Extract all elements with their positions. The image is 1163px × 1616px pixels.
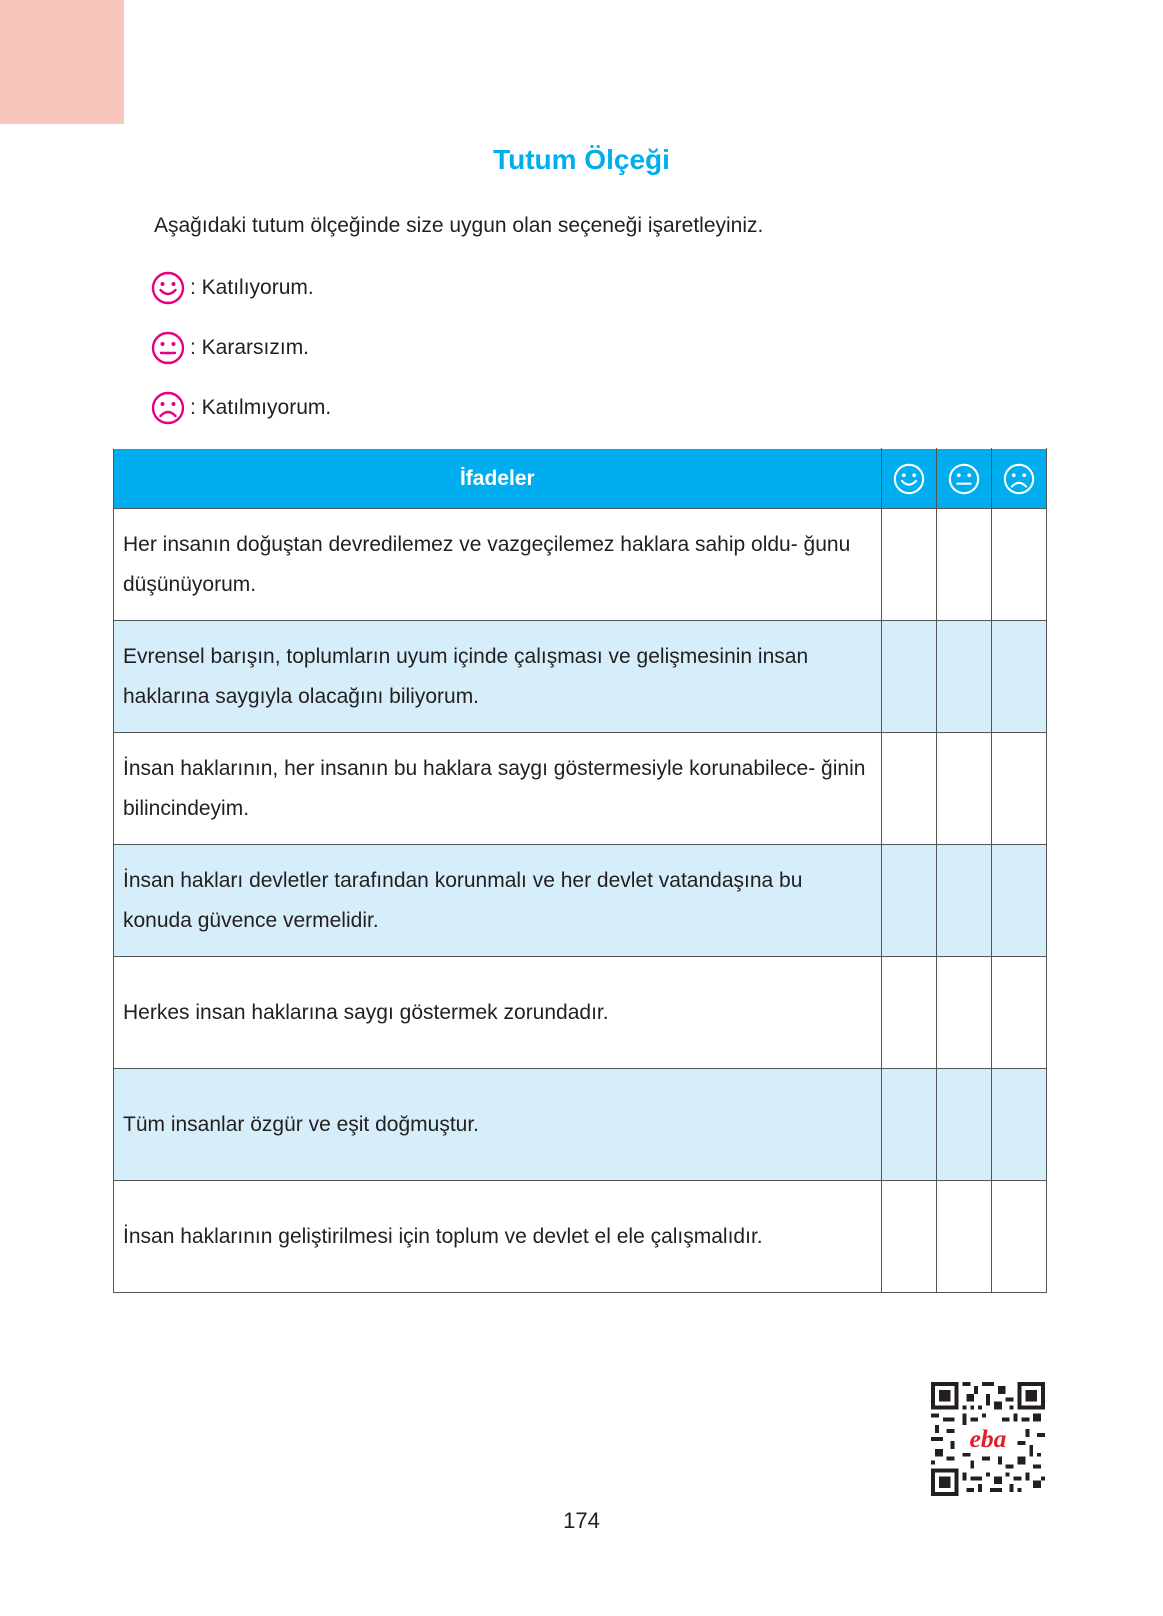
- sad-face-icon: [150, 390, 186, 426]
- undecided-checkbox-cell[interactable]: [936, 845, 991, 957]
- undecided-checkbox-cell[interactable]: [936, 509, 991, 621]
- table-row: [114, 733, 1047, 845]
- legend-label: : Katılmıyorum.: [190, 396, 332, 419]
- eba-qr-code[interactable]: [931, 1382, 1045, 1496]
- sad-face-icon: [1002, 462, 1036, 496]
- instruction-text: Aşağıdaki tutum ölçeğinde size uygun olan seçeneği işaretleyiniz.: [154, 214, 764, 237]
- statement-cell: Tüm insanlar özgür ve eşit doğmuştur.: [114, 1069, 882, 1181]
- table-row: [114, 621, 1047, 733]
- disagree-checkbox-cell[interactable]: [991, 621, 1046, 733]
- neutral-face-icon: [150, 330, 186, 366]
- statement-cell: İnsan haklarının geliştirilmesi için toplum ve devlet el ele çalışmalıdır.: [114, 1181, 882, 1293]
- table-row: [114, 845, 1047, 957]
- neutral-face-icon: [947, 462, 981, 496]
- statement-cell: İnsan hakları devletler tarafından korunmalı ve her devlet vatandaşına bu konuda güvence vermelidir.: [114, 845, 882, 957]
- agree-checkbox-cell[interactable]: [881, 1069, 936, 1181]
- disagree-checkbox-cell[interactable]: [991, 733, 1046, 845]
- undecided-checkbox-cell[interactable]: [936, 1181, 991, 1293]
- agree-column-header: [881, 449, 936, 509]
- page-number: 174: [563, 1508, 600, 1533]
- legend-undecided: [150, 330, 309, 366]
- table-row: [114, 509, 1047, 621]
- agree-checkbox-cell[interactable]: [881, 621, 936, 733]
- corner-color-box: [0, 0, 124, 124]
- disagree-checkbox-cell[interactable]: [991, 509, 1046, 621]
- disagree-checkbox-cell[interactable]: [991, 845, 1046, 957]
- statement-cell: Evrensel barışın, toplumların uyum içinde çalışması ve gelişmesinin insan haklarına saygıyla olacağını biliyorum.: [114, 621, 882, 733]
- undecided-column-header: [936, 449, 991, 509]
- undecided-checkbox-cell[interactable]: [936, 733, 991, 845]
- agree-checkbox-cell[interactable]: [881, 845, 936, 957]
- smiley-face-icon: [892, 462, 926, 496]
- disagree-checkbox-cell[interactable]: [991, 1069, 1046, 1181]
- disagree-checkbox-cell[interactable]: [991, 1181, 1046, 1293]
- agree-checkbox-cell[interactable]: [881, 957, 936, 1069]
- disagree-column-header: [991, 449, 1046, 509]
- legend-label: : Katılıyorum.: [190, 276, 314, 299]
- agree-checkbox-cell[interactable]: [881, 1181, 936, 1293]
- legend-label: : Kararsızım.: [190, 336, 310, 359]
- statement-cell: Herkes insan haklarına saygı göstermek zorundadır.: [114, 957, 882, 1069]
- eba-logo-text: eba: [969, 1424, 1007, 1454]
- legend-agree: [150, 270, 314, 306]
- undecided-checkbox-cell[interactable]: [936, 621, 991, 733]
- page-title: Tutum Ölçeği: [493, 144, 670, 175]
- undecided-checkbox-cell[interactable]: [936, 957, 991, 1069]
- legend-disagree: [150, 390, 331, 426]
- agree-checkbox-cell[interactable]: [881, 733, 936, 845]
- undecided-checkbox-cell[interactable]: [936, 1069, 991, 1181]
- agree-checkbox-cell[interactable]: [881, 509, 936, 621]
- statements-header: İfadeler: [114, 449, 882, 509]
- disagree-checkbox-cell[interactable]: [991, 957, 1046, 1069]
- attitude-scale-table: [113, 448, 1047, 1293]
- smiley-face-icon: [150, 270, 186, 306]
- table-header-row: [114, 449, 1047, 509]
- statement-cell: İnsan haklarının, her insanın bu haklara saygı göstermesiyle korunabilece- ğinin bilincindeyim.: [114, 733, 882, 845]
- table-row: [114, 957, 1047, 1069]
- statement-cell: Her insanın doğuştan devredilemez ve vazgeçilemez haklara sahip oldu- ğunu düşünüyorum.: [114, 509, 882, 621]
- table-row: [114, 1181, 1047, 1293]
- table-row: [114, 1069, 1047, 1181]
